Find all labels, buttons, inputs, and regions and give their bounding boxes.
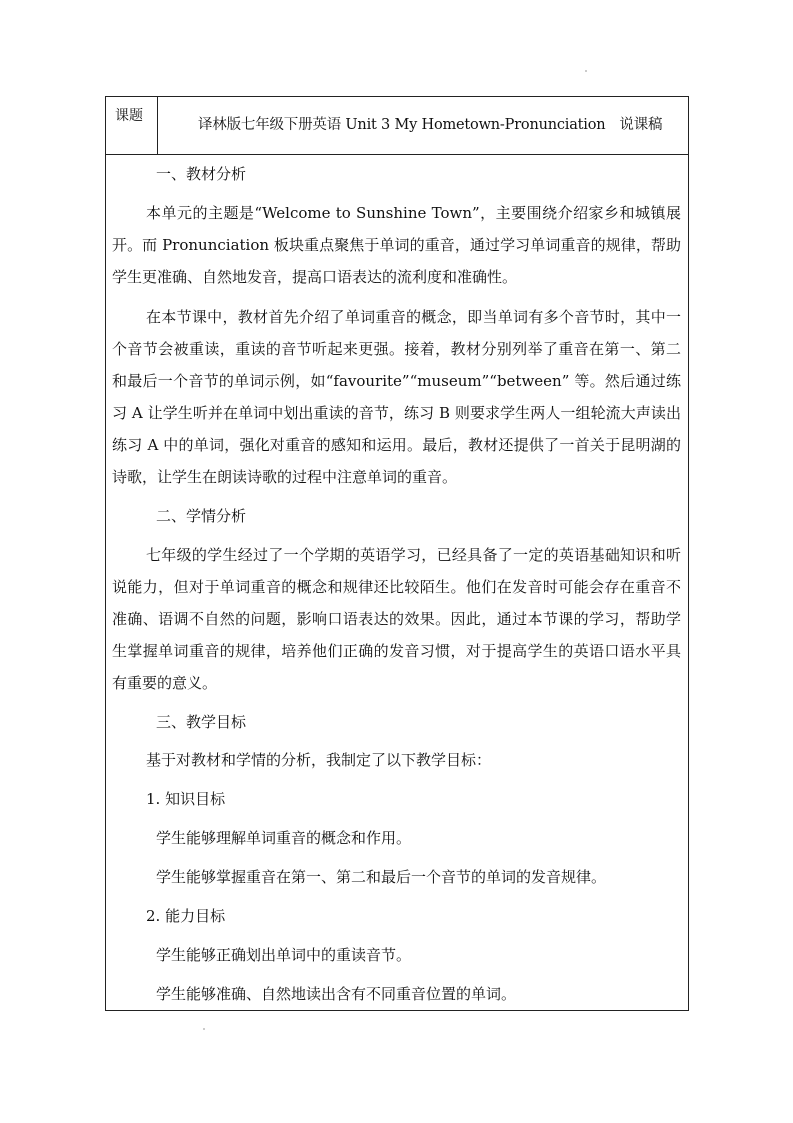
lesson-title-suffix: 说课稿 [619, 117, 663, 133]
goal-ability-item: 学生能够准确、自然地读出含有不同重音位置的单词。 [156, 985, 517, 1003]
paragraph-lesson-content: 在本节课中，教材首先介绍了单词重音的概念，即当单词有多个音节时，其中一个音节会被重读，重读的音节听起来更强。接着，教材分别列举了重音在第一、第二和最后一个音节的单词示例，如“favourite”“museum”“between” 等。然后通过练习 A 让学生听并在单词中划出重读的音节，练习 B 则要求学生两人一组轮流大声读出练习 A 中的单词，强化对重音的感知和运用。最后，教材还提供了一首关于昆明湖的诗歌，让学生在朗读诗歌的过程中注意单词的重音。 [112, 308, 681, 486]
goal-knowledge-item: 学生能够掌握重音在第一、第二和最后一个音节的单词的发音规律。 [156, 868, 607, 886]
lesson-title-cell [158, 97, 689, 155]
content-row [106, 155, 689, 1011]
topic-label: 课题 [106, 97, 158, 155]
section-heading-textbook-analysis: 一、教材分析 [156, 165, 247, 183]
lesson-plan-table [105, 96, 689, 1011]
lesson-title: 译林版七年级下册英语 Unit 3 My Hometown-Pronunciation [198, 117, 606, 133]
paragraph-learner-analysis: 七年级的学生经过了一个学期的英语学习，已经具备了一定的英语基础知识和听说能力，但对于单词重音的概念和规律还比较陌生。他们在发音时可能会存在重音不准确、语调不自然的问题，影响口语表达的效果。因此，通过本节课的学习，帮助学生掌握单词重音的规律，培养他们正确的发音习惯，对于提高学生的英语口语水平具有重要的意义。 [112, 546, 681, 692]
goals-intro: 基于对教材和学情的分析，我制定了以下教学目标： [146, 751, 492, 769]
scan-speck [585, 70, 587, 72]
goal-ability-item: 学生能够正确划出单词中的重读音节。 [156, 946, 412, 964]
section-heading-teaching-goals: 三、教学目标 [156, 713, 247, 731]
goal-knowledge-title: 1. 知识目标 [146, 790, 226, 808]
goal-ability-title: 2. 能力目标 [146, 907, 226, 925]
paragraph-unit-theme: 本单元的主题是“Welcome to Sunshine Town”，主要围绕介绍家乡和城镇展开。而 Pronunciation 板块重点聚焦于单词的重音，通过学习单词重音的规律，帮助学生更准确、自然地发音，提高口语表达的流利度和准确性。 [112, 204, 681, 286]
section-heading-learner-analysis: 二、学情分析 [156, 507, 247, 525]
scan-speck [203, 1028, 205, 1030]
goal-knowledge-item: 学生能够理解单词重音的概念和作用。 [156, 829, 412, 847]
title-row [106, 97, 689, 155]
content-cell [106, 155, 689, 1011]
